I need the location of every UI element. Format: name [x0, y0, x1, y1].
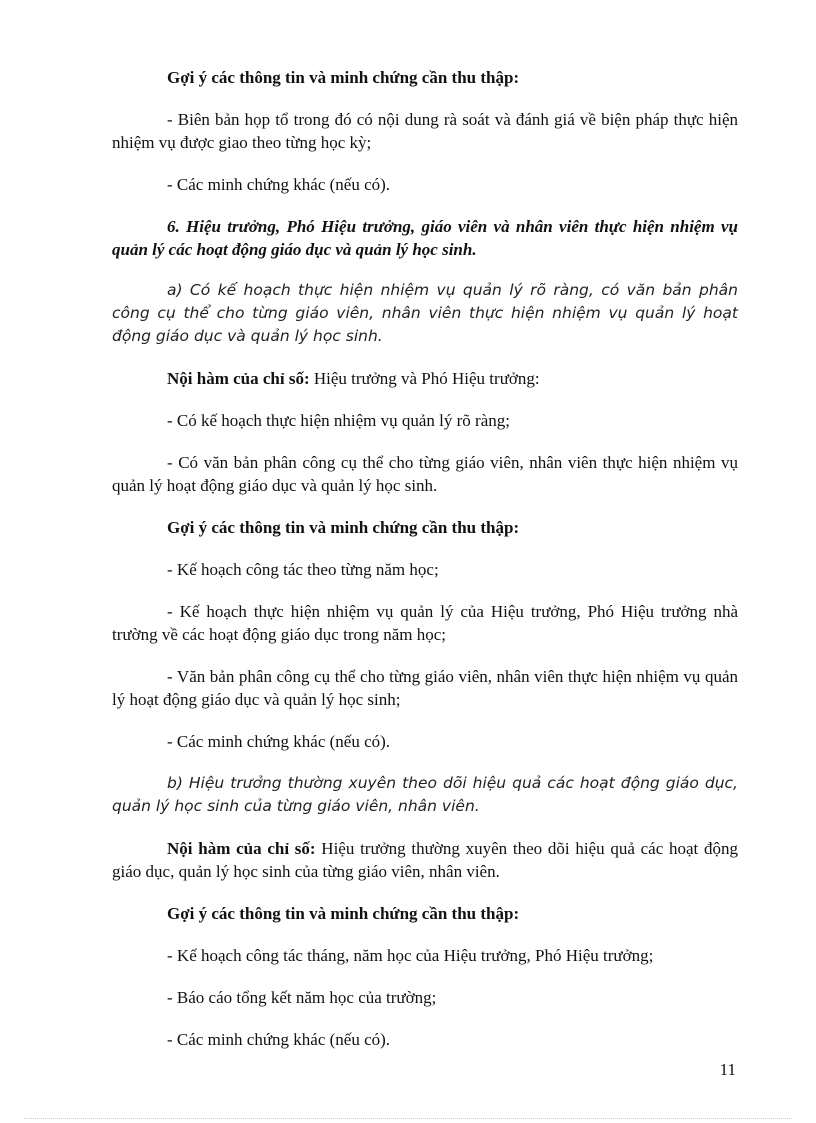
- suggest-heading-3: Gợi ý các thông tin và minh chứng cần thu thập:: [167, 904, 520, 923]
- list-item: - Báo cáo tổng kết năm học của trường;: [167, 988, 437, 1007]
- list-item: - Các minh chứng khác (nếu có).: [167, 175, 391, 194]
- suggest-heading-2: Gợi ý các thông tin và minh chứng cần thu thập:: [167, 518, 520, 537]
- list-item: - Biên bản họp tổ trong đó có nội dung rà soát và đánh giá về biện pháp thực hiện nhiệm vụ được giao theo từng học kỳ;: [112, 110, 738, 152]
- list-item: - Văn bản phân công cụ thể cho từng giáo viên, nhân viên thực hiện nhiệm vụ quản lý hoạt động giáo dục và quản lý học sinh;: [112, 667, 738, 709]
- meaning-b-paragraph: [112, 837, 738, 883]
- list-item: - Có kế hoạch thực hiện nhiệm vụ quản lý rõ ràng;: [167, 411, 510, 430]
- list-item: - Các minh chứng khác (nếu có).: [167, 732, 391, 751]
- list-item: - Có văn bản phân công cụ thể cho từng giáo viên, nhân viên thực hiện nhiệm vụ quản lý hoạt động giáo dục và quản lý học sinh.: [112, 453, 738, 495]
- section-title: 6. Hiệu trưởng, Phó Hiệu trưởng, giáo viên và nhân viên thực hiện nhiệm vụ quản lý các hoạt động giáo dục và quản lý học sinh.: [112, 217, 738, 259]
- list-item: - Kế hoạch công tác tháng, năm học của Hiệu trưởng, Phó Hiệu trưởng;: [167, 946, 654, 965]
- suggest-heading-1: Gợi ý các thông tin và minh chứng cần thu thập:: [167, 68, 520, 87]
- meaning-label: Nội hàm của chỉ số:: [167, 839, 316, 858]
- meaning-label: Nội hàm của chỉ số:: [167, 369, 310, 388]
- document-page: [112, 66, 738, 1070]
- list-item: - Kế hoạch công tác theo từng năm học;: [167, 560, 439, 579]
- page-number: 11: [719, 1060, 736, 1079]
- criterion-a: a) Có kế hoạch thực hiện nhiệm vụ quản lý rõ ràng, có văn bản phân công cụ thể cho từng giáo viên, nhân viên thực hiện nhiệm vụ quản lý hoạt động giáo dục và quản lý học sinh.: [112, 281, 738, 345]
- meaning-b-text: Hiệu trưởng thường xuyên theo dõi hiệu quả các hoạt động giáo dục, quản lý học sinh của từng giáo viên, nhân viên.: [112, 839, 738, 881]
- meaning-a-paragraph: [112, 367, 738, 390]
- list-item: - Kế hoạch thực hiện nhiệm vụ quản lý của Hiệu trưởng, Phó Hiệu trưởng nhà trường về các hoạt động giáo dục trong năm học;: [112, 602, 738, 644]
- page-divider: [24, 1118, 792, 1119]
- list-item: - Các minh chứng khác (nếu có).: [167, 1030, 391, 1049]
- criterion-b: b) Hiệu trưởng thường xuyên theo dõi hiệu quả các hoạt động giáo dục, quản lý học sinh của từng giáo viên, nhân viên.: [112, 774, 738, 815]
- meaning-a-text: Hiệu trưởng và Phó Hiệu trưởng:: [309, 369, 540, 388]
